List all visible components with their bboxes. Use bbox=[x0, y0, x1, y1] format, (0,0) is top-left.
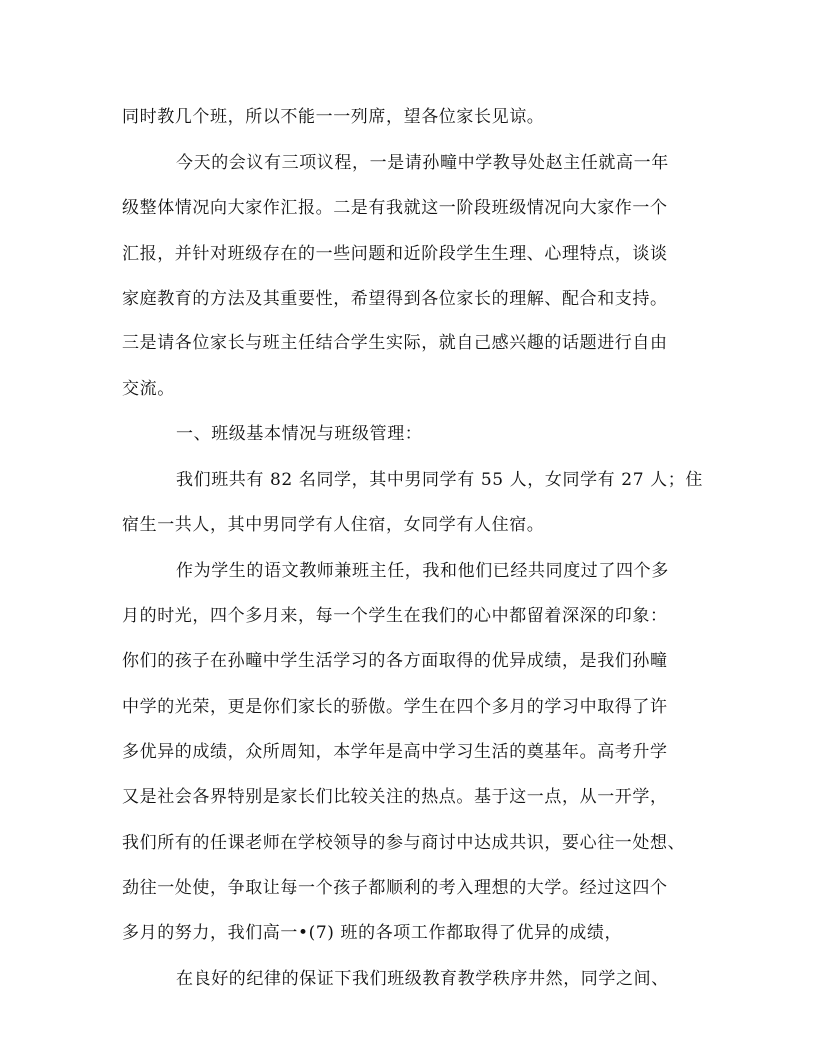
text-line-5: 家庭教育的方法及其重要性，希望得到各位家长的理解、配合和支持。 bbox=[122, 289, 668, 309]
text-line-20: 在良好的纪律的保证下我们班级教育教学秩序井然，同学之间、 bbox=[176, 969, 669, 989]
text-line-14: 中学的光荣，更是你们家长的骄傲。学生在四个多月的学习中取得了许 bbox=[122, 697, 668, 717]
text-line-7: 交流。 bbox=[122, 379, 175, 399]
text-line-3: 级整体情况向大家作汇报。二是有我就这一阶段班级情况向大家作一个 bbox=[122, 198, 668, 218]
text-line-1: 同时教几个班，所以不能一一列席，望各位家长见谅。 bbox=[122, 107, 545, 127]
text-line-6: 三是请各位家长与班主任结合学生实际，就自己感兴趣的话题进行自由 bbox=[122, 333, 668, 353]
text-line-2: 今天的会议有三项议程，一是请孙疃中学教导处赵主任就高一年 bbox=[176, 153, 669, 173]
text-line-15: 多优异的成绩，众所周知，本学年是高中学习生活的奠基年。高考升学 bbox=[122, 742, 668, 762]
text-line-19: 多月的努力，我们高一•(7) 班的各项工作都取得了优异的成绩， bbox=[122, 923, 623, 943]
text-line-4: 汇报，并针对班级存在的一些问题和近阶段学生生理、心理特点，谈谈 bbox=[122, 244, 668, 264]
text-line-9: 我们班共有 82 名同学，其中男同学有 55 人，女同学有 27 人；住 bbox=[176, 470, 703, 490]
text-line-12: 月的时光，四个多月来，每一个学生在我们的心中都留着深深的印象： bbox=[122, 606, 668, 626]
text-line-16: 又是社会各界特别是家长们比较关注的热点。基于这一点，从一开学， bbox=[122, 787, 668, 807]
text-line-11: 作为学生的语文教师兼班主任，我和他们已经共同度过了四个多 bbox=[176, 561, 669, 581]
text-line-10: 宿生一共人，其中男同学有人住宿，女同学有人住宿。 bbox=[122, 515, 545, 535]
section-heading: 一、班级基本情况与班级管理： bbox=[176, 424, 423, 444]
text-line-13: 你们的孩子在孙疃中学生活学习的各方面取得的优异成绩，是我们孙疃 bbox=[122, 651, 668, 671]
text-line-18: 劲往一处使，争取让每一个孩子都顺利的考入理想的大学。经过这四个 bbox=[122, 878, 668, 898]
text-line-17: 我们所有的任课老师在学校领导的参与商讨中达成共识，要心往一处想、 bbox=[122, 833, 686, 853]
